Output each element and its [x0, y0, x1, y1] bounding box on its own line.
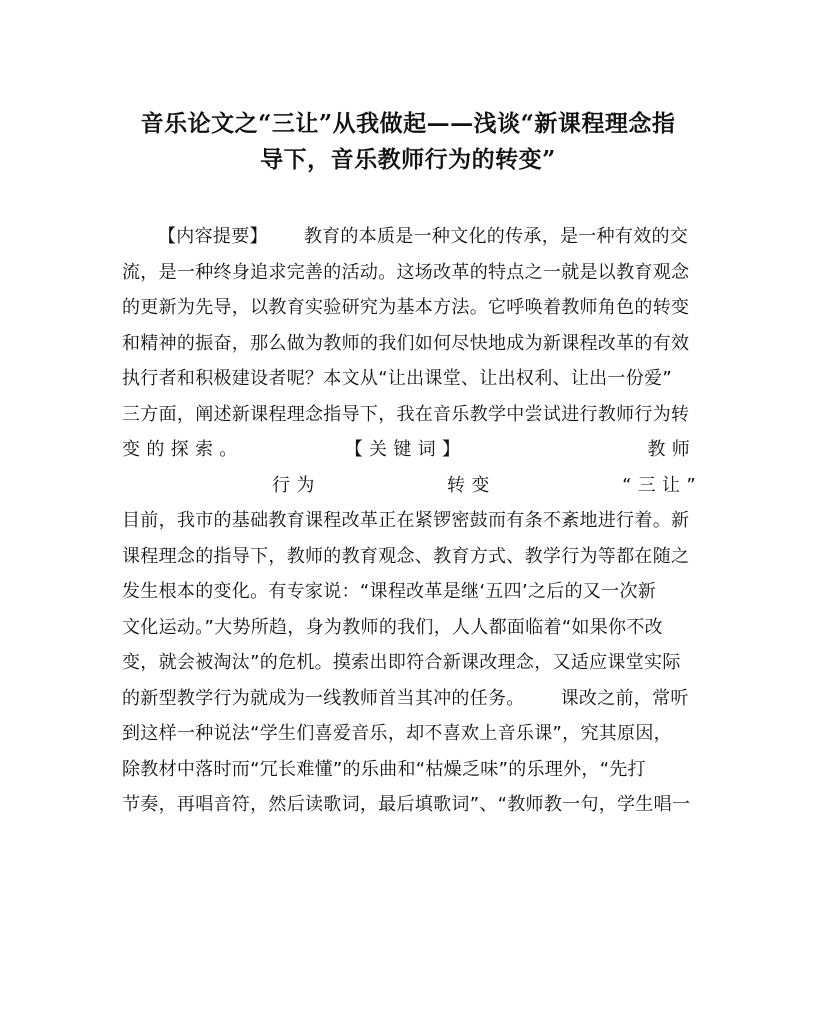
- title-line: 音乐论文之“三让”从我做起——浅谈“新课程理念指: [140, 110, 676, 137]
- keyword-item: 转 变: [447, 474, 490, 496]
- keyword-item: 行 为: [272, 474, 315, 496]
- body-line: 目前，我市的基础教育课程改革正在紧锣密鼓而有条不紊地进行着。新: [122, 510, 690, 531]
- abstract-line: 和精神的振奋，那么做为教师的我们如何尽快地成为新课程改革的有效: [122, 332, 690, 354]
- keyword-item: 教 师: [647, 439, 690, 460]
- body-line: 课程理念的指导下，教师的教育观念、教育方式、教学行为等都在随之: [122, 545, 690, 567]
- document-title: [100, 102, 716, 173]
- body-line: 文化运动。”大势所趋，身为教师的我们，人人都面临着“如果你不改: [122, 616, 663, 638]
- body-line: 变，就会被淘汰”的危机。摸索出即符合新课改理念，又适应课堂实际: [122, 652, 681, 673]
- keywords-text: 变 的 探 索 。: [122, 439, 238, 460]
- abstract-line: 执行者和积极建设者呢？本文从“让出课堂、让出权利、让出一份爱”: [122, 368, 672, 389]
- body-line: 除教材中落时而“冗长难懂”的乐曲和“枯燥乏味”的乐理外，“先打: [122, 758, 646, 780]
- abstract-first-line: [122, 219, 696, 255]
- body-line: 节奏，再唱音符，然后读歌词，最后填歌词”、“教师教一句，学生唱一: [122, 794, 691, 815]
- keyword-item: “ 三 让 ”: [622, 474, 696, 496]
- abstract-text: 教育的本质是一种文化的传承，是一种有效的交: [303, 226, 689, 247]
- body-line: 到这样一种说法“学生们喜爱音乐，却不喜欢上音乐课”，究其原因，: [122, 723, 672, 744]
- body-text: 课改之前，常听: [560, 687, 689, 709]
- title-line: 导下，音乐教师行为的转变”: [260, 145, 556, 173]
- abstract-label: 【内容提要】: [158, 226, 268, 247]
- keywords-line: [122, 432, 696, 468]
- keywords-line: [122, 468, 696, 504]
- body-line: 发生根本的变化。有专家说：“课程改革是继‘五四’之后的又一次新: [122, 581, 657, 602]
- body-text: 的新型教学行为就成为一线教师首当其冲的任务。: [122, 687, 525, 709]
- document-body: [122, 219, 696, 823]
- paragraph-end-line: [122, 681, 696, 717]
- keywords-label: 【 关 键 词 】: [344, 439, 461, 460]
- abstract-line: 三方面，阐述新课程理念指导下，我在音乐教学中尝试进行教师行为转: [122, 403, 690, 425]
- abstract-line: 流，是一种终身追求完善的活动。这场改革的特点之一就是以教育观念: [122, 261, 690, 283]
- abstract-line: 的更新为先导，以教育实验研究为基本方法。它呼唤着教师角色的转变: [122, 297, 690, 318]
